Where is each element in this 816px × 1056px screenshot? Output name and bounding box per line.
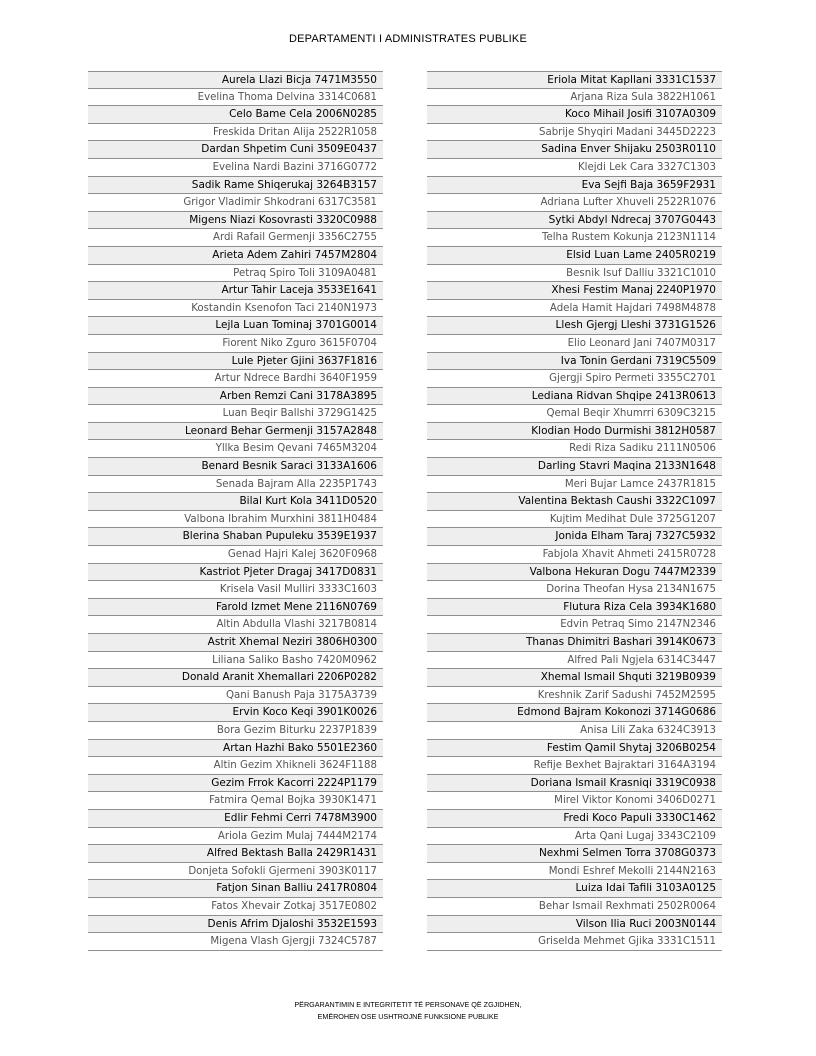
list-item: Valentina Bektash Caushi 3322C1097 [427, 493, 722, 511]
list-item: Adriana Lufter Xhuveli 2522R1076 [427, 194, 722, 212]
list-item: Grigor Vladimir Shkodrani 6317C3581 [88, 194, 383, 212]
list-item: Sadina Enver Shijaku 2503R0110 [427, 141, 722, 159]
list-item: Flutura Riza Cela 3934K1680 [427, 599, 722, 617]
list-item: Yllka Besim Qevani 7465M3204 [88, 440, 383, 458]
list-item: Lejla Luan Tominaj 3701G0014 [88, 317, 383, 335]
list-item: Fiorent Niko Zguro 3615F0704 [88, 335, 383, 353]
list-item: Xhesi Festim Manaj 2240P1970 [427, 282, 722, 300]
list-item: Kostandin Ksenofon Taci 2140N1973 [88, 300, 383, 318]
list-item: Qani Banush Paja 3175A3739 [88, 687, 383, 705]
list-item: Gezim Frrok Kacorri 2224P1179 [88, 775, 383, 793]
list-item: Krisela Vasil Mulliri 3333C1603 [88, 581, 383, 599]
list-item: Artur Ndrece Bardhi 3640F1959 [88, 370, 383, 388]
list-item: Genad Hajri Kalej 3620F0968 [88, 546, 383, 564]
list-item: Evelina Nardi Bazini 3716G0772 [88, 159, 383, 177]
list-item: Lediana Ridvan Shqipe 2413R0613 [427, 388, 722, 406]
list-item: Koco Mihail Josifi 3107A0309 [427, 106, 722, 124]
list-item: Darling Stavri Maqina 2133N1648 [427, 458, 722, 476]
list-item: Telha Rustem Kokunja 2123N1114 [427, 229, 722, 247]
list-item: Adela Hamit Hajdari 7498M4878 [427, 300, 722, 318]
list-item: Xhemal Ismail Shquti 3219B0939 [427, 669, 722, 687]
list-item: Thanas Dhimitri Bashari 3914K0673 [427, 634, 722, 652]
list-item: Kastriot Pjeter Dragaj 3417D0831 [88, 564, 383, 582]
list-item: Edlir Fehmi Cerri 7478M3900 [88, 810, 383, 828]
list-item: Freskida Dritan Alija 2522R1058 [88, 124, 383, 142]
list-item: Ardi Rafail Germenji 3356C2755 [88, 229, 383, 247]
list-item: Sadik Rame Shiqerukaj 3264B3157 [88, 177, 383, 195]
list-item: Fatjon Sinan Balliu 2417R0804 [88, 880, 383, 898]
list-item: Dorina Theofan Hysa 2134N1675 [427, 581, 722, 599]
list-item: Sytki Abdyl Ndrecaj 3707G0443 [427, 212, 722, 230]
list-item: Astrit Xhemal Neziri 3806H0300 [88, 634, 383, 652]
list-item: Kujtim Medihat Dule 3725G1207 [427, 511, 722, 529]
list-item: Farold Izmet Mene 2116N0769 [88, 599, 383, 617]
list-item: Elsid Luan Lame 2405R0219 [427, 247, 722, 265]
list-item: Festim Qamil Shytaj 3206B0254 [427, 740, 722, 758]
list-item: Artan Hazhi Bako 5501E2360 [88, 740, 383, 758]
list-item: Gjergji Spiro Permeti 3355C2701 [427, 370, 722, 388]
list-item: Fatmira Qemal Bojka 3930K1471 [88, 792, 383, 810]
list-item: Klodian Hodo Durmishi 3812H0587 [427, 423, 722, 441]
footer-line-2: EMËROHEN OSE USHTROJNË FUNKSIONE PUBLIKE [317, 1012, 499, 1021]
list-item: Aurela Llazi Bicja 7471M3550 [88, 71, 383, 89]
list-item: Refije Bexhet Bajraktari 3164A3194 [427, 757, 722, 775]
list-item: Alfred Pali Ngjela 6314C3447 [427, 652, 722, 670]
list-item: Luiza Idai Tafili 3103A0125 [427, 880, 722, 898]
list-item: Valbona Ibrahim Murxhini 3811H0484 [88, 511, 383, 529]
right-name-column [427, 71, 722, 951]
list-item: Bora Gezim Biturku 2237P1839 [88, 722, 383, 740]
list-item: Alfred Bektash Balla 2429R1431 [88, 845, 383, 863]
list-item: Luan Beqir Ballshi 3729G1425 [88, 405, 383, 423]
list-item: Edvin Petraq Simo 2147N2346 [427, 616, 722, 634]
list-item: Evelina Thoma Delvina 3314C0681 [88, 89, 383, 107]
list-item: Altin Abdulla Vlashi 3217B0814 [88, 616, 383, 634]
left-name-column [88, 71, 383, 951]
list-item: Artur Tahir Laceja 3533E1641 [88, 282, 383, 300]
list-item: Elio Leonard Jani 7407M0317 [427, 335, 722, 353]
list-item: Dardan Shpetim Cuni 3509E0437 [88, 141, 383, 159]
page-footer [0, 999, 816, 1023]
list-item: Sabrije Shyqiri Madani 3445D2223 [427, 124, 722, 142]
list-item: Arieta Adem Zahiri 7457M2804 [88, 247, 383, 265]
list-item: Mirel Viktor Konomi 3406D0271 [427, 792, 722, 810]
list-item: Behar Ismail Rexhmati 2502R0064 [427, 898, 722, 916]
list-item: Eriola Mitat Kapllani 3331C1537 [427, 71, 722, 89]
list-item: Jonida Elham Taraj 7327C5932 [427, 528, 722, 546]
list-item: Vilson Ilia Ruci 2003N0144 [427, 916, 722, 934]
list-item: Klejdi Lek Cara 3327C1303 [427, 159, 722, 177]
list-item: Donald Aranit Xhemallari 2206P0282 [88, 669, 383, 687]
list-item: Arben Remzi Cani 3178A3895 [88, 388, 383, 406]
list-item: Liliana Saliko Basho 7420M0962 [88, 652, 383, 670]
list-item: Eva Sejfi Baja 3659F2931 [427, 177, 722, 195]
list-item: Meri Bujar Lamce 2437R1815 [427, 476, 722, 494]
list-item: Llesh Gjergj Lleshi 3731G1526 [427, 317, 722, 335]
list-item: Fredi Koco Papuli 3330C1462 [427, 810, 722, 828]
list-item: Benard Besnik Saraci 3133A1606 [88, 458, 383, 476]
list-item: Anisa Lili Zaka 6324C3913 [427, 722, 722, 740]
list-item: Nexhmi Selmen Torra 3708G0373 [427, 845, 722, 863]
list-item: Fatos Xhevair Zotkaj 3517E0802 [88, 898, 383, 916]
list-item: Leonard Behar Germenji 3157A2848 [88, 423, 383, 441]
list-item: Migens Niazi Kosovrasti 3320C0988 [88, 212, 383, 230]
list-item: Lule Pjeter Gjini 3637F1816 [88, 353, 383, 371]
list-item: Ariola Gezim Mulaj 7444M2174 [88, 828, 383, 846]
list-item: Arjana Riza Sula 3822H1061 [427, 89, 722, 107]
list-item: Valbona Hekuran Dogu 7447M2339 [427, 564, 722, 582]
list-item: Kreshnik Zarif Sadushi 7452M2595 [427, 687, 722, 705]
list-item: Altin Gezim Xhikneli 3624F1188 [88, 757, 383, 775]
list-item: Migena Vlash Gjergji 7324C5787 [88, 933, 383, 951]
list-item: Donjeta Sofokli Gjermeni 3903K0117 [88, 863, 383, 881]
page-title: DEPARTAMENTI I ADMINISTRATES PUBLIKE [288, 33, 528, 45]
list-item: Fabjola Xhavit Ahmeti 2415R0728 [427, 546, 722, 564]
list-item: Griselda Mehmet Gjika 3331C1511 [427, 933, 722, 951]
footer-line-1: PËRGARANTIMIN E INTEGRITETIT TË PERSONAVE QË ZGJIDHEN, [294, 1000, 522, 1009]
list-item: Bilal Kurt Kola 3411D0520 [88, 493, 383, 511]
list-item: Redi Riza Sadiku 2111N0506 [427, 440, 722, 458]
list-item: Blerina Shaban Pupuleku 3539E1937 [88, 528, 383, 546]
list-item: Denis Afrim Djaloshi 3532E1593 [88, 916, 383, 934]
list-item: Ervin Koco Keqi 3901K0026 [88, 704, 383, 722]
list-item: Doriana Ismail Krasniqi 3319C0938 [427, 775, 722, 793]
list-item: Arta Qani Lugaj 3343C2109 [427, 828, 722, 846]
list-item: Edmond Bajram Kokonozi 3714G0686 [427, 704, 722, 722]
list-item: Iva Tonin Gerdani 7319C5509 [427, 353, 722, 371]
list-item: Celo Bame Cela 2006N0285 [88, 106, 383, 124]
list-item: Besnik Isuf Dalliu 3321C1010 [427, 265, 722, 283]
list-item: Mondi Eshref Mekolli 2144N2163 [427, 863, 722, 881]
list-item: Qemal Beqir Xhumrri 6309C3215 [427, 405, 722, 423]
list-item: Senada Bajram Alla 2235P1743 [88, 476, 383, 494]
list-item: Petraq Spiro Toli 3109A0481 [88, 265, 383, 283]
